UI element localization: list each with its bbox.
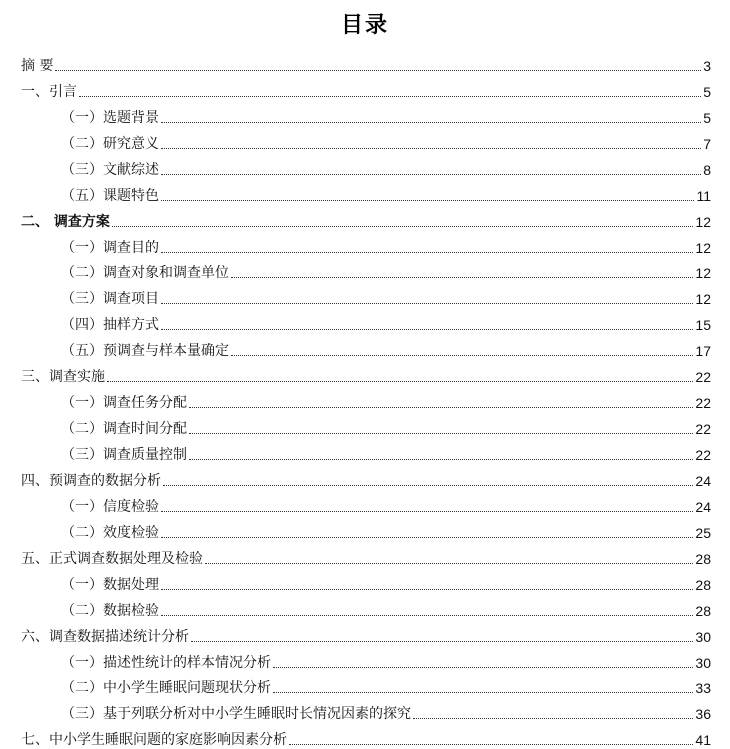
toc-page-number: 33 [695,680,711,697]
toc-entry-label: 五、正式调查数据处理及检验 [21,550,203,567]
dot-leader [161,122,701,123]
toc-entry[interactable] [21,464,711,490]
dot-leader [289,744,693,745]
dot-leader [161,329,693,330]
toc-page-number: 12 [695,239,711,256]
toc-entry-label: 四、预调查的数据分析 [21,472,161,489]
toc-entry-label: （三）调查质量控制 [61,447,187,463]
toc-page-number: 12 [695,265,711,282]
toc-entry-label: 三、调查实施 [21,369,105,386]
toc-entry[interactable] [21,49,711,75]
toc-page-number: 22 [695,447,711,463]
dot-leader [161,537,693,538]
toc-page-number: 17 [695,343,711,360]
dot-leader [161,511,693,512]
dot-leader [191,641,693,642]
toc-entry[interactable] [21,127,711,153]
dot-leader [189,433,693,434]
toc-page-number: 5 [703,109,711,126]
toc-page-number: 22 [695,369,711,386]
toc-entry-label: （二）中小学生睡眠问题现状分析 [61,680,271,697]
dot-leader [231,355,693,356]
toc-entry-label: （一）数据处理 [61,576,159,593]
toc-entry[interactable] [21,153,711,179]
dot-leader [231,277,693,278]
dot-leader [205,563,693,564]
toc-entry[interactable] [21,646,711,672]
dot-leader [273,667,693,668]
toc-page-number: 30 [695,628,711,645]
toc-entry[interactable] [21,231,711,257]
dot-leader [161,174,701,175]
toc-entry-label: （二）数据检验 [61,602,159,619]
toc-entry[interactable] [21,360,711,386]
toc-entry[interactable] [21,205,711,231]
toc-entry[interactable] [21,438,711,464]
dot-leader [161,615,693,616]
toc-entry-label: （一）选题背景 [61,109,159,126]
toc-entry[interactable] [21,257,711,283]
toc-page-number: 3 [703,57,711,74]
toc-entry-label: （二）效度检验 [61,524,159,541]
toc-page-number: 25 [695,524,711,541]
dot-leader [163,485,693,486]
toc-entry[interactable] [21,490,711,516]
toc-entry[interactable] [21,75,711,101]
toc-entry[interactable] [21,179,711,205]
toc-entry-label: 摘 要 [21,57,54,74]
dot-leader [161,200,694,201]
dot-leader [161,303,693,304]
toc-page-number: 28 [695,550,711,567]
toc-entry[interactable] [21,516,711,542]
dot-leader [112,226,694,227]
toc-entry[interactable] [21,620,711,646]
toc-entry-label: （二）调查对象和调查单位 [61,265,229,282]
toc-entry[interactable] [21,723,711,749]
toc-entry-label: 一、引言 [21,83,77,100]
dot-leader [107,381,693,382]
toc-entry-label: （五）预调查与样本量确定 [61,343,229,360]
toc-entry-label: （一）调查任务分配 [61,395,187,412]
dot-leader [189,459,693,460]
toc-page-number: 28 [695,576,711,593]
toc-page-number: 8 [703,161,711,178]
toc-entry-label: 七、中小学生睡眠问题的家庭影响因素分析 [21,732,287,749]
toc-entry-label: 二、 调查方案 [21,213,110,230]
toc-entry-label: （三）文献综述 [61,161,159,178]
toc-entry-label: 六、调查数据描述统计分析 [21,628,189,645]
toc-entry[interactable] [21,568,711,594]
toc-entry[interactable] [21,594,711,620]
toc-page-number: 24 [695,498,711,515]
toc-entry-label: （二）调查时间分配 [61,421,187,438]
toc-page-number: 24 [695,472,711,489]
toc-page-number: 5 [703,83,711,100]
toc-entry[interactable] [21,282,711,308]
page-title: 目录 [340,13,389,38]
toc-entry-label: （三）调查项目 [61,291,159,308]
toc-entry[interactable] [21,308,711,334]
toc-page-number: 12 [695,291,711,308]
dot-leader [189,407,693,408]
dot-leader [161,589,693,590]
toc-page-number: 22 [695,421,711,438]
toc-entry-label: （二）研究意义 [61,135,159,152]
toc-entry-label: （一）描述性统计的样本情况分析 [61,654,271,671]
toc-entry[interactable] [21,542,711,568]
toc-entry[interactable] [21,101,711,127]
toc-entry[interactable] [21,697,711,723]
toc-entry[interactable] [21,412,711,438]
toc-page-number: 41 [695,732,711,749]
dot-leader [79,96,701,97]
toc-entry[interactable] [21,672,711,698]
toc-page-number: 28 [695,602,711,619]
toc-page-number: 30 [695,654,711,671]
toc-entry-label: （五）课题特色 [61,187,159,204]
toc-entry[interactable] [21,334,711,360]
toc-page-number: 11 [696,187,711,204]
toc-entry-label: （一）调查目的 [61,239,159,256]
toc-page-number: 7 [703,135,711,152]
toc-page-number: 15 [695,317,711,334]
toc-entry[interactable] [21,386,711,412]
toc-page-number: 36 [695,706,711,723]
dot-leader [55,70,701,71]
toc-entry-label: （一）信度检验 [61,498,159,515]
table-of-contents [21,49,711,749]
dot-leader [413,718,693,719]
toc-page-number: 12 [695,213,711,230]
dot-leader [161,148,701,149]
toc-entry-label: （三）基于列联分析对中小学生睡眠时长情况因素的探究 [61,706,411,723]
toc-entry-label: （四）抽样方式 [61,317,159,334]
dot-leader [273,692,693,693]
dot-leader [161,252,693,253]
toc-page-number: 22 [695,395,711,412]
